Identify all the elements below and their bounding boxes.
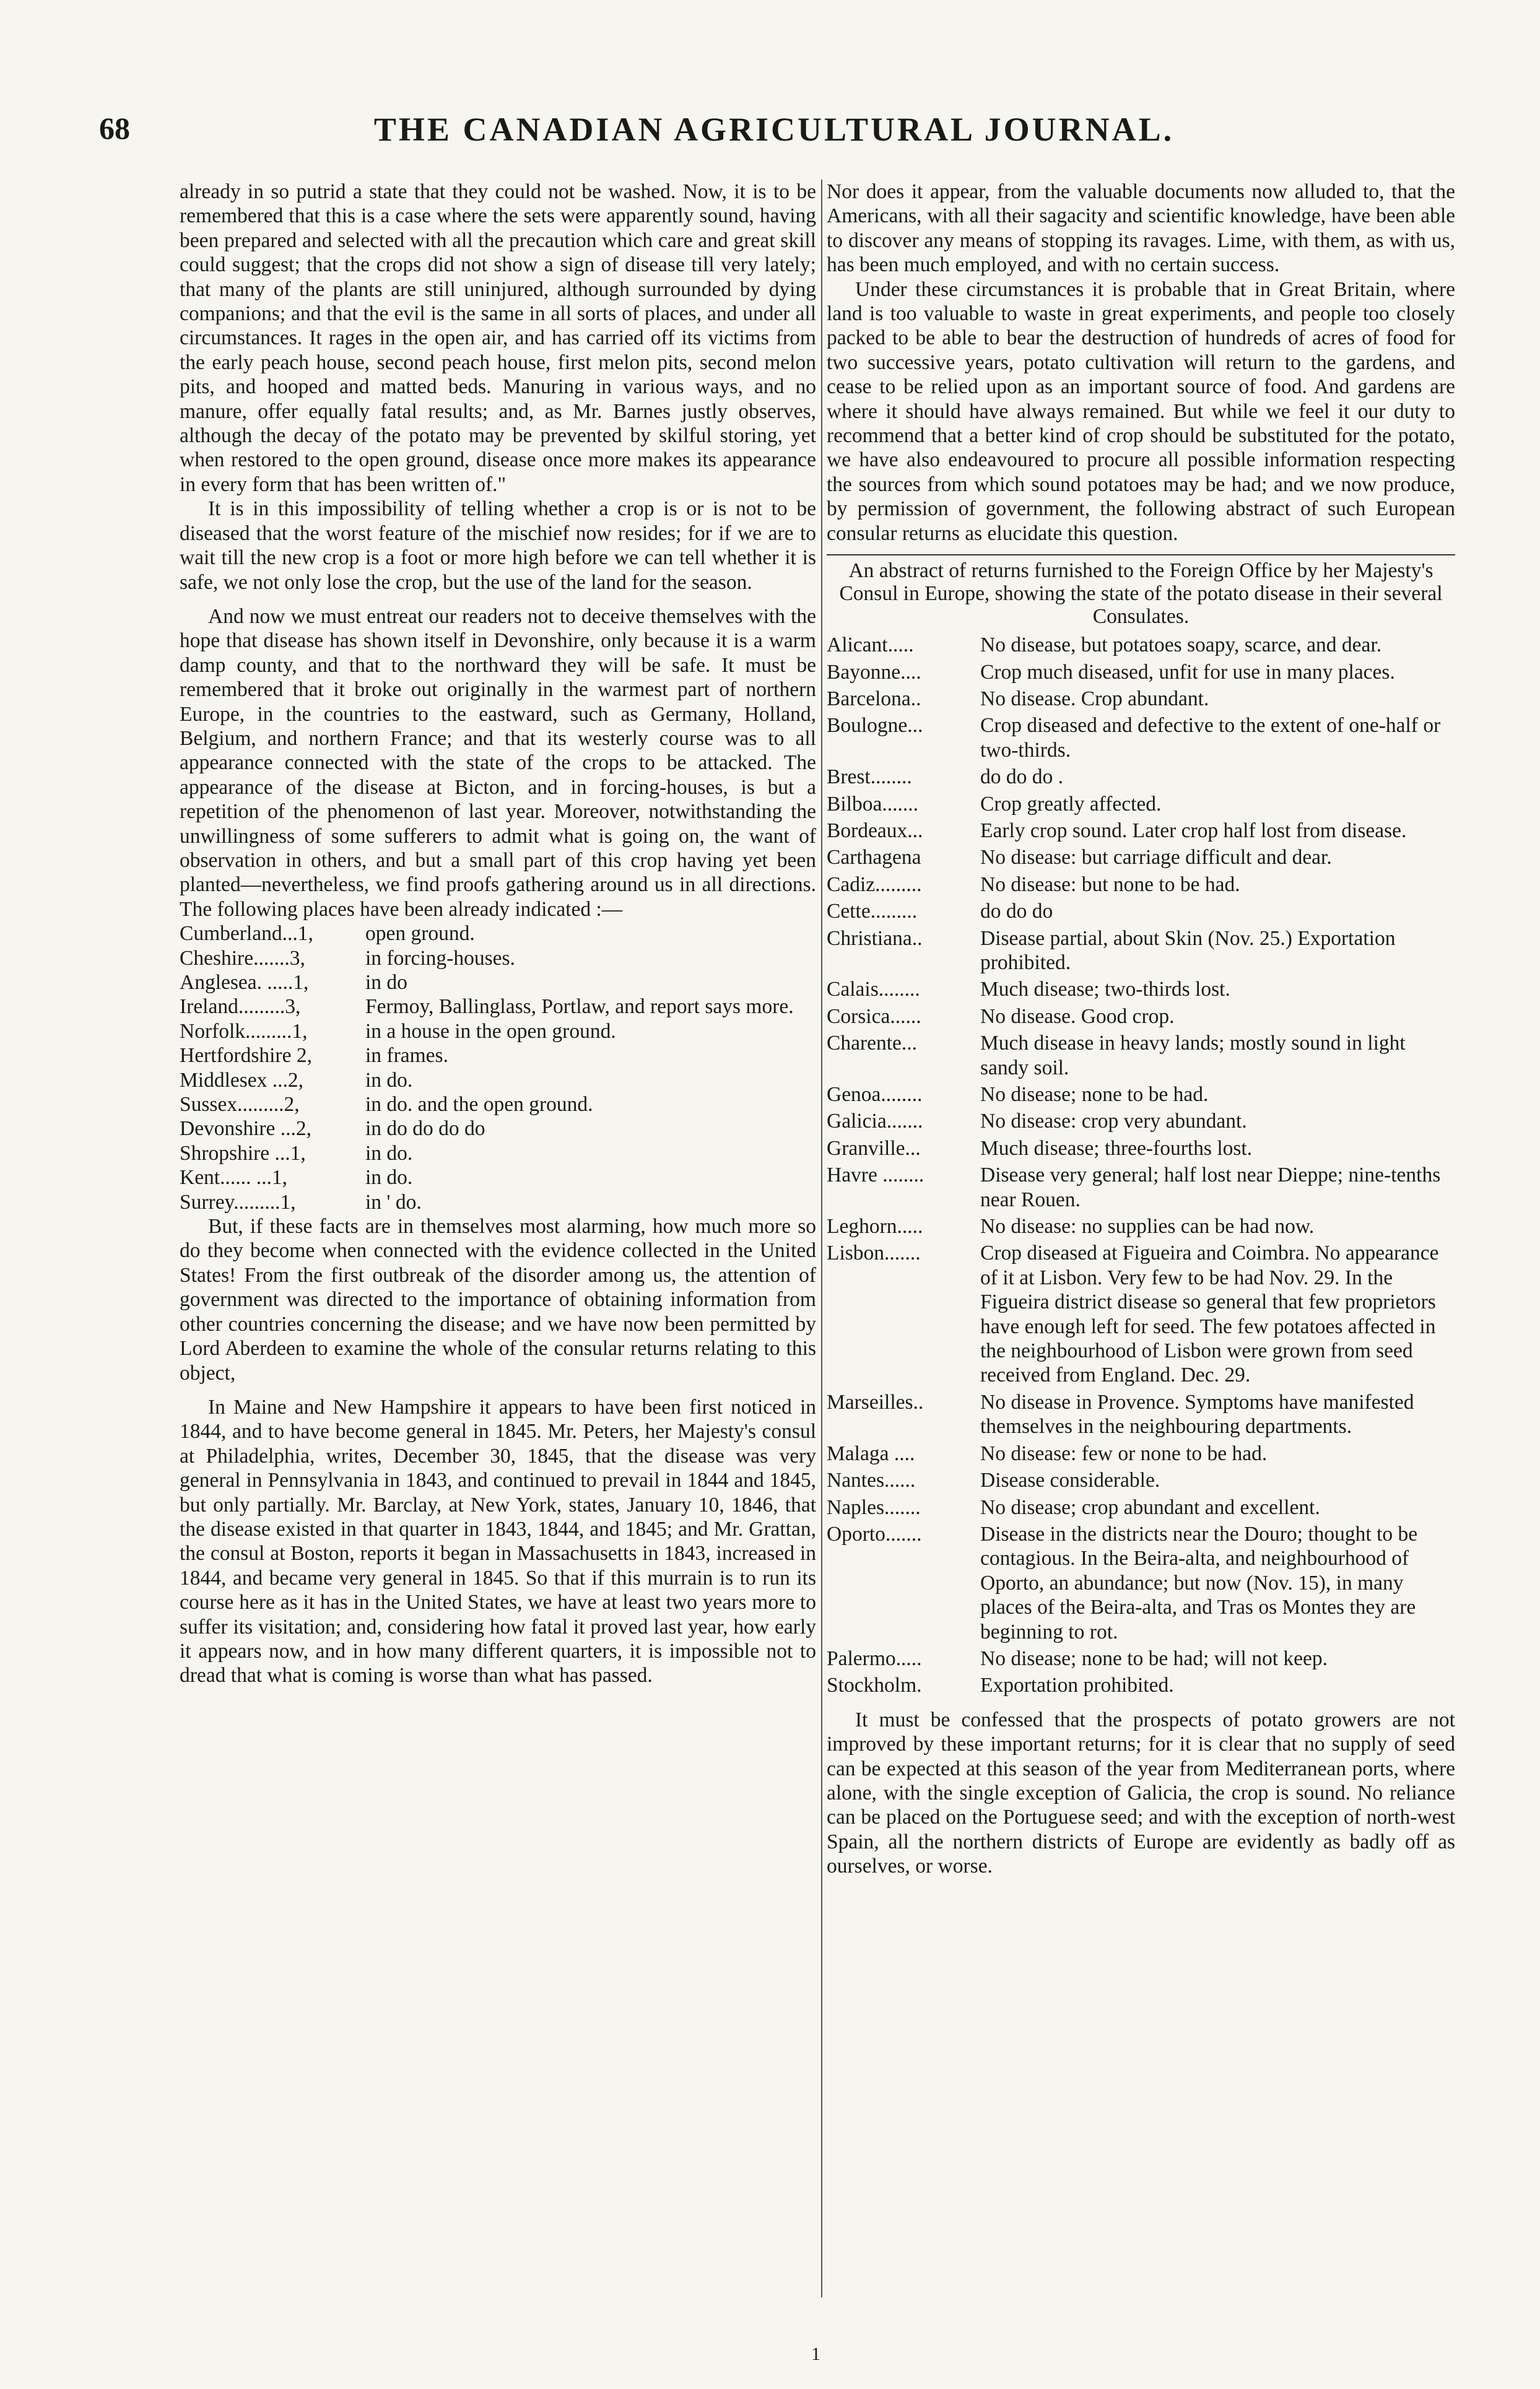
report-note: Crop diseased at Figueira and Coimbra. No appearance of it at Lisbon. Very few to be had Nov. 29. In the Figueira district disease so general that few proprietors have enough left for seed. The few potatoes affected in the neighbourhood of Lisbon were grown from seed received from England. Dec. 29. (980, 1242, 1439, 1387)
place-name: Surrey.........1, (180, 1190, 296, 1214)
consular-report (827, 1136, 1455, 1160)
right-paragraph-1: Nor does it appear, from the valuable documents now alluded to, that the Americans, with all their sagacity and scientific knowledge, have been able to discover any means of stopping its ravages. Lime, with them, as with us, has been much employed, and with no certain success. (827, 180, 1455, 277)
consulate-name: Nantes...... (827, 1469, 916, 1492)
abstract-heading: An abstract of returns furnished to the Foreign Office by her Majesty's Consul in Europe, showing the state of the potato disease in their several Consulates. (839, 559, 1443, 629)
consular-report (827, 977, 1455, 1001)
consulate-name: Bordeaux... (827, 819, 923, 842)
report-note: No disease in Provence. Symptoms have manifested themselves in the neighbouring departments. (980, 1390, 1414, 1438)
report-note: No disease; none to be had. (980, 1083, 1209, 1106)
report-note: No disease; none to be had; will not keep. (980, 1647, 1328, 1670)
report-note: do do do . (980, 765, 1063, 789)
consular-report (827, 792, 1455, 816)
left-paragraph-5: In Maine and New Hampshire it appears to have been first noticed in 1844, and to have become general in 1845. Mr. Peters, her Majesty's consul at Philadelphia, writes, December 30, 1845, that the disease was very general in Pennsylvania in 1843, and continued to prevail in 1844 and 1845, but only partially. Mr. Barclay, at New York, states, January 10, 1846, that the disease existed in that quarter in 1843, 1844, and 1845; and Mr. Grattan, the consul at Boston, reports it began in Massachusetts in 1843, increased in 1844, and became very general in 1845. So that if this murrain is to run its course here as it has in the United States, we have at least two years more to suffer its visitation; and, considering how fatal it proved last year, how early it appears now, and in how many different quarters, it is impossible not to dread that what is coming is worse than what has passed. (180, 1395, 816, 1687)
place-detail: in forcing-houses. (365, 946, 515, 970)
place-item (180, 921, 816, 946)
consular-report (827, 1082, 1455, 1107)
place-item (180, 1043, 816, 1068)
consular-report (827, 1468, 1455, 1492)
report-note: No disease; crop abundant and excellent. (980, 1495, 1320, 1519)
place-detail: in do. (365, 1141, 413, 1165)
section-rule (827, 554, 1455, 555)
place-detail: open ground. (365, 922, 475, 946)
place-name: Hertfordshire 2, (180, 1044, 312, 1068)
consulate-name: Bilboa....... (827, 792, 918, 816)
report-note: Early crop sound. Later crop half lost from disease. (980, 819, 1407, 842)
consulate-name: Christiana.. (827, 926, 923, 950)
consular-report (827, 1163, 1455, 1212)
page-header (99, 110, 1449, 154)
place-detail: in do. (365, 1068, 413, 1092)
place-detail: in ' do. (365, 1190, 422, 1214)
consulate-name: Cadiz......... (827, 872, 922, 896)
place-name: Kent...... ...1, (180, 1166, 287, 1190)
report-note: No disease: but none to be had. (980, 872, 1240, 896)
right-paragraph-2: Under these circumstances it is probable that in Great Britain, where land is too valuable to waste in great experiments, and people too closely packed to be able to bear the destruction of hundreds of acres of food for two successive years, potato cultivation will return to the gardens, and cease to be relied upon as an important source of food. And gardens are where it should have always remained. But while we feel it our duty to recommend that a better kind of crop should be substituted for the potato, we have also endeavoured to procure all possible information respecting the sources from which sound potatoes may be had; and we now produce, by permission of government, the following abstract of such European consular returns as elucidate this question. (827, 277, 1455, 545)
consular-report (827, 1390, 1455, 1439)
place-item (180, 1068, 816, 1092)
consulate-name: Galicia....... (827, 1110, 923, 1133)
consular-reports-list (827, 633, 1455, 1698)
left-paragraph-1: already in so putrid a state that they could not be washed. Now, it is to be remembered that this is a case where the sets were apparently sound, having been prepared and selected with all the precaution which care and great skill could suggest; that the crops did not show a sign of disease till very lately; that many of the plants are still uninjured, although surrounded by dying companions; and that the evil is the same in all sorts of places, and under all circumstances. It rages in the open air, and has carried off its victims from the early peach house, second peach house, first melon pits, second melon pits, and hooped and matted beds. Manuring in various ways, and no manure, offer equally fatal results; and, as Mr. Barnes justly observes, although the decay of the potato may be prevented by skilful storing, yet when restored to the open ground, disease once more makes its appearance in every form that has been written of." (180, 180, 816, 496)
report-note: Disease considerable. (980, 1469, 1160, 1492)
page-number: 68 (99, 111, 130, 146)
place-item (180, 1141, 816, 1165)
consular-report (827, 1241, 1455, 1387)
place-detail: in do (365, 971, 407, 994)
place-name: Norfolk.........1, (180, 1019, 308, 1043)
place-detail: in a house in the open ground. (365, 1019, 616, 1043)
place-name: Shropshire ...1, (180, 1141, 306, 1165)
consular-report (827, 872, 1455, 897)
consular-report (827, 633, 1455, 657)
place-name: Cheshire.......3, (180, 946, 305, 970)
consulate-name: Genoa........ (827, 1083, 923, 1106)
report-note: Disease partial, about Skin (Nov. 25.) Exportation prohibited. (980, 926, 1396, 974)
place-item (180, 1092, 816, 1116)
consular-report (827, 819, 1455, 843)
place-name: Anglesea. .....1, (180, 971, 309, 994)
report-note: Disease in the districts near the Douro; thought to be contagious. In the Beira-alta, and neighbourhood of Oporto, an abundance; but now (Nov. 15), in many places of the Beira-alta, and Tras os Montes they are beginning to rot. (980, 1522, 1418, 1643)
place-item (180, 1165, 816, 1190)
report-note: No disease: but carriage difficult and dear. (980, 846, 1332, 869)
consular-report (827, 1031, 1455, 1080)
consulate-name: Lisbon....... (827, 1242, 921, 1265)
consular-report (827, 1495, 1455, 1520)
right-column (827, 180, 1455, 1879)
consulate-name: Alicant..... (827, 633, 914, 657)
consulate-name: Barcelona.. (827, 687, 921, 710)
consular-report (827, 1004, 1455, 1029)
report-note: do do do (980, 900, 1053, 923)
consular-report (827, 1673, 1455, 1697)
consular-report (827, 660, 1455, 684)
consular-report (827, 1647, 1455, 1671)
report-note: Disease very general; half lost near Dieppe; nine-tenths near Rouen. (980, 1164, 1441, 1211)
right-paragraph-3: It must be confessed that the prospects of potato growers are not improved by these important returns; for it is clear that no supply of seed can be expected at this season of the year from Mediterranean ports, where alone, with the single exception of Galicia, the crop is sound. No reliance can be placed on the Portuguese seed; and with the exception of north-west Spain, all the northern districts of Europe are evidently as badly off as ourselves, or worse. (827, 1708, 1455, 1878)
column-divider (821, 180, 822, 2297)
place-item (180, 946, 816, 970)
place-name: Middlesex ...2, (180, 1068, 304, 1092)
consulate-name: Bayonne.... (827, 660, 921, 684)
consulate-name: Palermo..... (827, 1647, 922, 1670)
consular-report (827, 1522, 1455, 1644)
consulate-name: Leghorn..... (827, 1215, 923, 1238)
consular-report (827, 687, 1455, 711)
consular-report (827, 765, 1455, 789)
consulate-name: Calais........ (827, 978, 920, 1001)
place-name: Devonshire ...2, (180, 1117, 312, 1141)
place-name: Sussex.........2, (180, 1093, 300, 1116)
consular-report (827, 713, 1455, 762)
report-note: No disease: no supplies can be had now. (980, 1215, 1315, 1238)
place-item (180, 994, 816, 1019)
report-note: Much disease; two-thirds lost. (980, 978, 1230, 1001)
consular-report (827, 845, 1455, 869)
report-note: Much disease in heavy lands; mostly sound in light sandy soil. (980, 1032, 1406, 1079)
consulate-name: Granville... (827, 1136, 921, 1160)
consulate-name: Oporto....... (827, 1522, 922, 1546)
report-note: No disease: crop very abundant. (980, 1110, 1247, 1133)
consular-report (827, 1109, 1455, 1133)
consulate-name: Stockholm. (827, 1674, 922, 1697)
consulate-name: Corsica...... (827, 1004, 921, 1028)
place-detail: in do. (365, 1166, 413, 1190)
report-note: Crop diseased and defective to the extent of one-half or two-thirds. (980, 714, 1441, 762)
consulate-name: Cette......... (827, 900, 918, 923)
place-name: Ireland.........3, (180, 995, 301, 1019)
report-note: Much disease; three-fourths lost. (980, 1136, 1253, 1160)
place-name: Cumberland...1, (180, 922, 313, 946)
place-item (180, 970, 816, 994)
consulate-name: Havre ........ (827, 1164, 924, 1187)
report-note: Crop much diseased, unfit for use in many places. (980, 660, 1395, 684)
report-note: Crop greatly affected. (980, 792, 1162, 816)
consulate-name: Naples....... (827, 1495, 921, 1519)
place-item (180, 1116, 816, 1141)
consular-report (827, 926, 1455, 975)
consular-report (827, 899, 1455, 923)
place-item (180, 1190, 816, 1214)
consulate-name: Marseilles.. (827, 1390, 924, 1414)
place-item (180, 1019, 816, 1043)
report-note: No disease, but potatoes soapy, scarce, and dear. (980, 633, 1382, 657)
report-note: No disease. Crop abundant. (980, 687, 1209, 710)
report-note: No disease: few or none to be had. (980, 1442, 1268, 1465)
consulate-name: Malaga .... (827, 1442, 915, 1465)
journal-title: THE CANADIAN AGRICULTURAL JOURNAL. (373, 111, 1175, 148)
consulate-name: Boulogne... (827, 714, 923, 738)
report-note: No disease. Good crop. (980, 1004, 1175, 1028)
left-paragraph-3: And now we must entreat our readers not to deceive themselves with the hope that disease has shown itself in Devonshire, only because it is a warm damp county, and that to the northward they will be safe. It must be remembered that it broke out originally in the warmest part of northern Europe, in the countries to the eastward, such as Germany, Holland, Belgium, and northern France; and that its westerly course was to all appearance connected with the state of the crops to be attacked. The appearance of the disease at Bicton, and in forcing-houses, is but a repetition of the phenomenon of last year. Moreover, notwithstanding the unwillingness of some sufferers to admit what is going on, the want of observation in others, and but a small part of this crop having yet been planted—nevertheless, we find proofs gathering around us in all directions. The following places have been already indicated :— (180, 604, 816, 921)
places-list (180, 921, 816, 1214)
place-detail: in do do do do (365, 1117, 485, 1141)
left-paragraph-2: It is in this impossibility of telling whether a crop is or is not to be diseased that the worst feature of the mischief now resides; for if we are to wait till the new crop is a foot or more high before we can tell whether it is safe, we not only lose the crop, but the use of the land for the season. (180, 497, 816, 594)
consulate-name: Carthagena (827, 846, 921, 869)
place-detail: in frames. (365, 1044, 448, 1068)
consular-report (827, 1214, 1455, 1238)
footer-mark: 1 (811, 2344, 820, 2364)
place-detail: in do. and the open ground. (365, 1093, 593, 1116)
report-note: Exportation prohibited. (980, 1674, 1174, 1697)
left-column (180, 180, 816, 1688)
consulate-name: Brest........ (827, 765, 912, 789)
place-detail: Fermoy, Ballinglass, Portlaw, and report says more. (365, 995, 794, 1019)
left-paragraph-4: But, if these facts are in themselves most alarming, how much more so do they become when connected with the evidence collected in the United States! From the first outbreak of the disorder among us, the attention of government was directed to the importance of obtaining information from other countries concerning the disease; and we have now been permitted by Lord Aberdeen to examine the whole of the consular returns relating to this object, (180, 1215, 816, 1385)
consulate-name: Charente... (827, 1032, 918, 1055)
consular-report (827, 1442, 1455, 1466)
